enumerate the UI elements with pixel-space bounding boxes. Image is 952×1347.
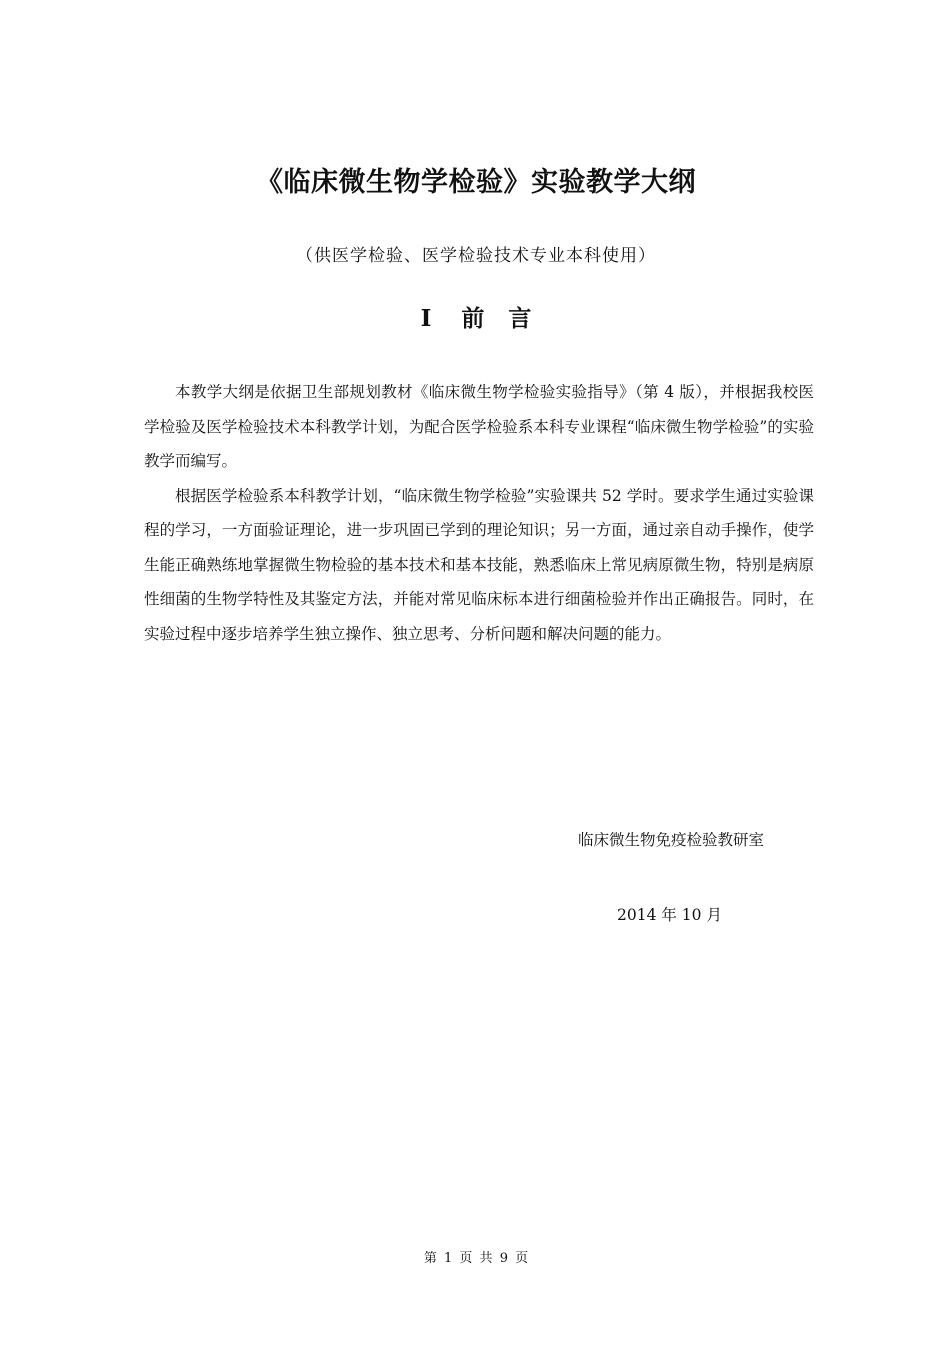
document-subtitle: （供医学检验、医学检验技术专业本科使用） bbox=[296, 246, 656, 266]
signature: 临床微生物免疫检验教研室 bbox=[578, 831, 765, 849]
section-heading bbox=[0, 302, 952, 336]
body-text bbox=[144, 375, 814, 651]
page-footer: 第 1 页 共 9 页 bbox=[423, 1251, 529, 1266]
section-number: I bbox=[420, 305, 432, 332]
date: 2014 年 10 月 bbox=[617, 906, 722, 924]
paragraph-1: 本教学大纲是依据卫生部规划教材《临床微生物学检验实验指导》（第 4 版），并根据我校医学检验及医学检验技术本科教学计划，为配合医学检验系本科专业课程“临床微生物学检验”的实验教学而编写。 bbox=[144, 383, 814, 470]
document-title: 《临床微生物学检验》实验教学大纲 bbox=[256, 167, 696, 198]
section-title-char-1: 前 bbox=[461, 305, 485, 332]
section-title-char-2: 言 bbox=[508, 305, 532, 332]
paragraph-2: 根据医学检验系本科教学计划，“临床微生物学检验”实验课共 52 学时。要求学生通过实验课程的学习，一方面验证理论，进一步巩固已学到的理论知识；另一方面，通过亲自动手操作，使学生能正确熟练地掌握微生物检验的基本技术和基本技能，熟悉临床上常见病原微生物，特别是病原性细菌的生物学特性及其鉴定方法，并能对常见临床标本进行细菌检验并作出正确报告。同时，在实验过程中逐步培养学生独立操作、独立思考、分析问题和解决问题的能力。 bbox=[144, 486, 814, 643]
